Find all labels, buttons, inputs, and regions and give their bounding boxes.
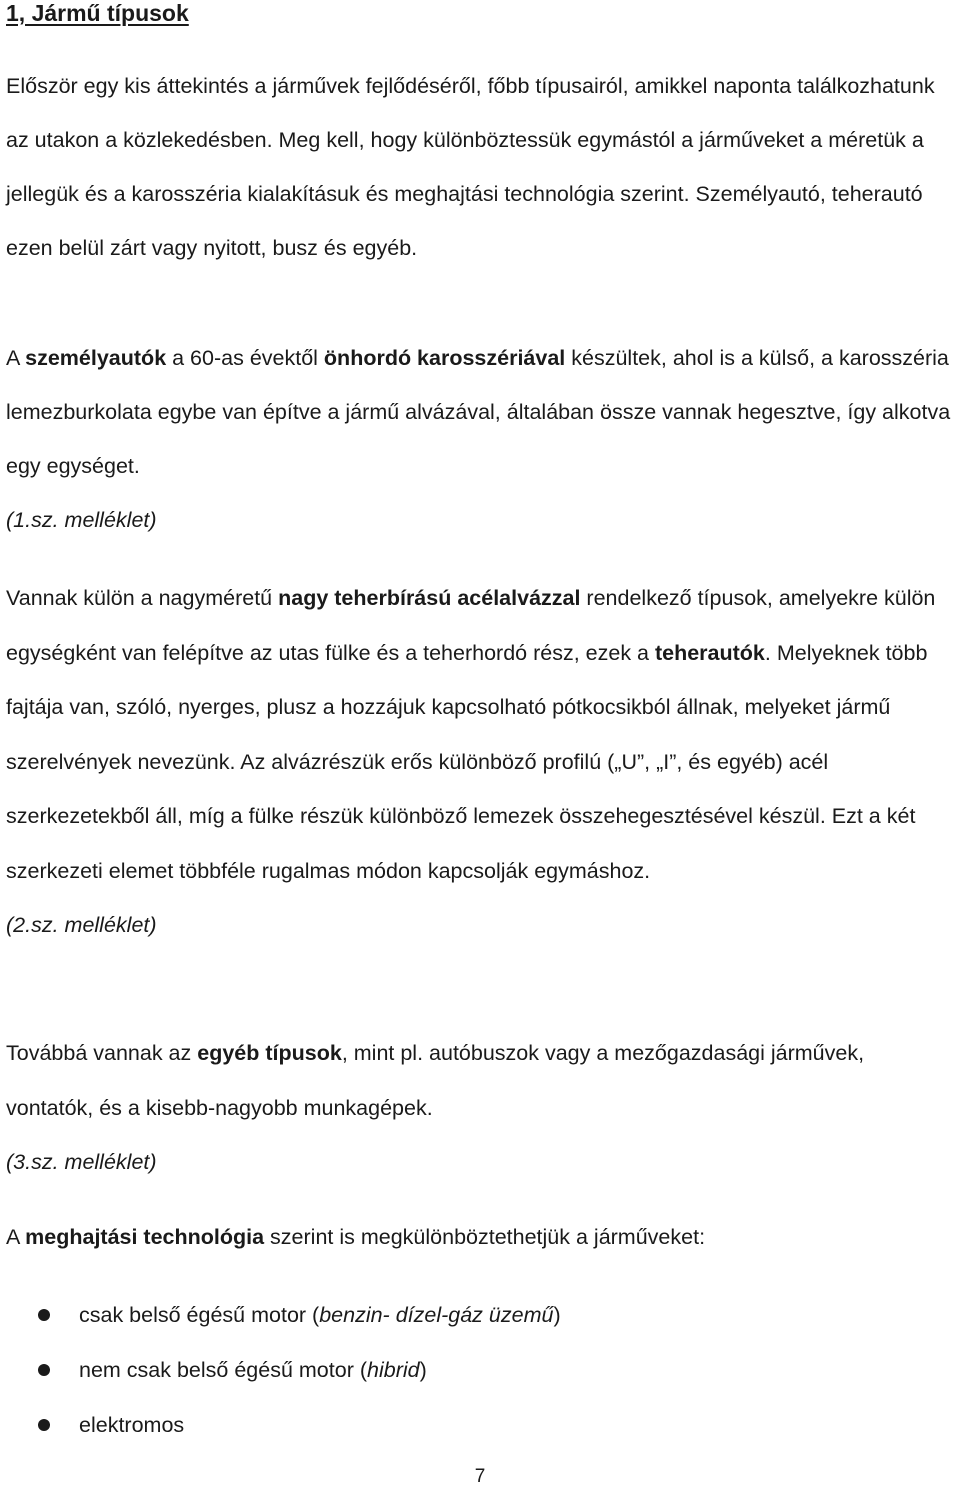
other-types-paragraph	[6, 1026, 954, 1190]
text-run: A	[6, 1225, 26, 1249]
drive-technology-paragraph	[6, 1210, 954, 1265]
bold-term: személyautók	[25, 346, 167, 370]
appendix-reference: (1.sz. melléklet)	[6, 508, 157, 532]
bold-term: egyéb típusok	[197, 1041, 342, 1065]
list-item	[0, 1343, 561, 1398]
bullet-icon	[38, 1309, 50, 1321]
text-run: . Melyeknek több fajtája van, szóló, nyerges, plusz a hozzájuk kapcsolható pótkocsikból állnak, melyeket jármű szerelvények nevezünk. Az alvázrészük erős különböző profilú („U”, „I”, és egyéb) acél szerkezetekből áll, míg a fülke részük különböző lemezek összehegesztésével készül. Ezt a két szerkezeti elemet többféle rugalmas módon kapcsolják egymáshoz.	[6, 640, 928, 883]
appendix-reference: (3.sz. melléklet)	[6, 1150, 157, 1174]
text-run: )	[419, 1358, 427, 1382]
text-run: )	[553, 1303, 561, 1327]
list-item	[0, 1398, 561, 1453]
text-run: csak belső égésű motor (	[79, 1303, 320, 1327]
italic-term: hibrid	[367, 1358, 420, 1382]
intro-paragraph: Először egy kis áttekintés a járművek fejlődéséről, főbb típusairól, amikkel naponta találkozhatunk az utakon a közlekedésben. Meg kell, hogy különböztessük egymástól a járműveket a méretük a jellegük és a karosszéria kialakításuk és meghajtási technológia szerint. Személyautó, teherautó ezen belül zárt vagy nyitott, busz és egyéb.	[6, 74, 935, 260]
text-run: A	[6, 346, 26, 370]
passenger-car-paragraph	[6, 331, 954, 547]
bold-term: nagy teherbírású acélalvázzal	[278, 586, 581, 610]
text-run: Vannak külön a nagyméretű	[6, 586, 279, 610]
text-run: , mint pl. autóbuszok vagy a mezőgazdasági járművek, vontatók, és a kisebb-nagyobb munkagépek.	[6, 1041, 865, 1120]
bold-term: teherautók	[654, 640, 765, 665]
list-item	[0, 1288, 561, 1343]
page-number: 7	[474, 1466, 486, 1487]
text-run: Továbbá vannak az	[6, 1041, 198, 1065]
appendix-reference: (2.sz. melléklet)	[6, 913, 157, 937]
text-run: szerint is megkülönböztethetjük a járműveket:	[264, 1225, 706, 1249]
bold-term: önhordó karosszériával	[323, 346, 566, 370]
text-run: a 60-as évektől	[166, 346, 324, 370]
bullet-icon	[38, 1419, 50, 1431]
section-heading: 1, Jármű típusok	[6, 0, 189, 26]
text-run: nem csak belső égésű motor (	[79, 1358, 367, 1382]
text-run: készültek, ahol is a külső, a karosszéria lemezburkolata egybe van építve a jármű alvázával, általában össze vannak hegesztve, így alkotva egy egységet.	[6, 346, 951, 478]
drive-type-list	[0, 1288, 561, 1453]
truck-paragraph	[6, 571, 954, 953]
text-run: elektromos	[79, 1413, 185, 1437]
bold-term: meghajtási technológia	[25, 1225, 265, 1249]
text-run: rendelkező típusok, amelyekre külön egységként van felépítve az utas fülke és a teherhordó rész, ezek a	[6, 586, 936, 665]
italic-term: benzin- dízel-gáz üzemű	[319, 1303, 554, 1327]
bullet-icon	[38, 1364, 50, 1376]
